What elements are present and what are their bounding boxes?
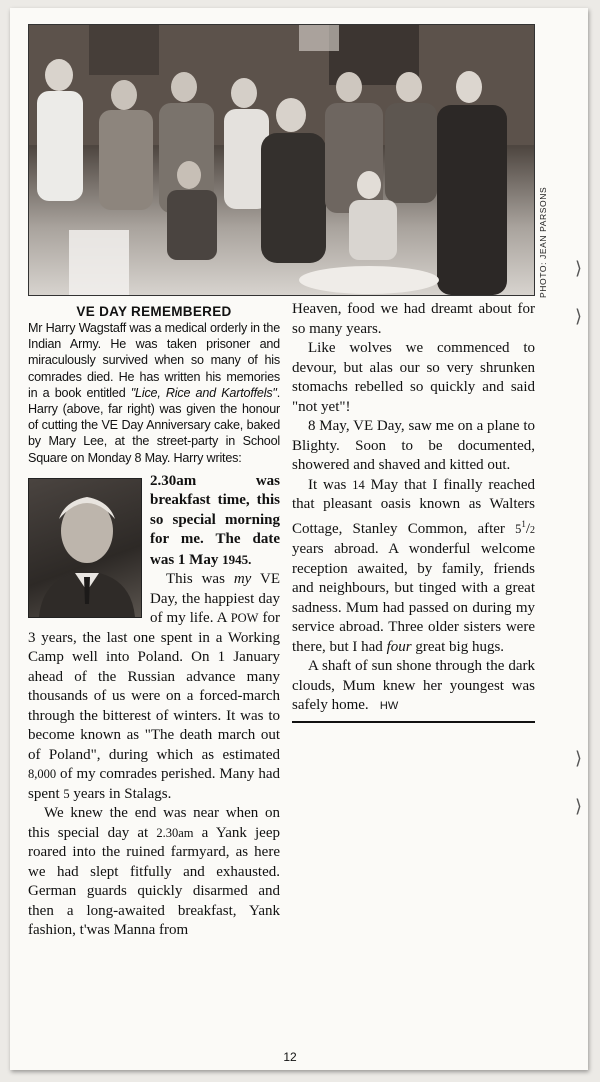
article-paragraph-2: We knew the end was near when on this special day at 2.30am a Yank jeep roared into the ruined farmyard, as here we had slept fitfully and exhausted. German guards quickly disarmed and then a long-awaited breakfast, Yank fashion, t'was Manna from [28, 805, 280, 939]
article-column-right [292, 300, 535, 723]
article-paragraph-7: A shaft of sun shone through the dark clouds, Mum knew her youngest was safely home. HW [292, 658, 535, 713]
book-title: "Lice, Rice and Kartoffels" [130, 385, 277, 400]
end-rule [292, 721, 535, 723]
author-signoff: HW [379, 700, 399, 712]
article-column-left [28, 304, 280, 941]
binding-hole-mark: ⟩ [575, 748, 583, 769]
article-body-continued [292, 300, 535, 717]
binding-hole-mark: ⟩ [575, 796, 583, 817]
article-headline: VE DAY REMEMBERED [76, 304, 232, 319]
article-lead: 2.30am was breakfast time, this so special morning for me. The date was 1 May 1945. [150, 472, 280, 568]
article-body [28, 472, 280, 941]
portrait-illustration [29, 479, 141, 617]
photo-credit: PHOTO: JEAN PARSONS [538, 186, 548, 298]
article-paragraph-4: Like wolves we commenced to devour, but alas our so very shrunken stomachs rebelled so quickly and said "not yet"! [292, 340, 535, 415]
harry-portrait-photo [28, 478, 142, 618]
article-paragraph-3: Heaven, food we had dreamt about for so many years. [292, 301, 535, 337]
crowd-illustration [29, 25, 534, 295]
street-party-photo [28, 24, 535, 296]
binding-hole-mark: ⟩ [575, 258, 583, 279]
binding-hole-mark: ⟩ [575, 306, 583, 327]
page-number: 12 [283, 1050, 297, 1064]
article-paragraph-1: This was my VE Day, the happiest day of my life. A POW for 3 years, the last one spent in a Working Camp well into Poland. On 1 January ahead of the Russian advance many thousands of us were on a forced-march through the bitterest of winters. It was to become known as "The death march out of Poland", during which as estimated 8,000 of my comrades perished. Many had spent 5 years in Stalags. [28, 571, 281, 802]
article-paragraph-5: 8 May, VE Day, saw me on a plane to Blighty. Soon to be documented, showered and shaved and kitted out. [292, 418, 535, 473]
article-intro: Mr Harry Wagstaff was a medical orderly in the Indian Army. He was taken prisoner and miraculously survived when so many of his comrades died. He has written his memories in a book entitled "Lice, Rice and Kartoffels". Harry (above, far right) was given the honour of cutting the VE Day Anniversary cake, baked by Mary Lee, at the street-party in School Square on Monday 8 May. Harry writes: [28, 321, 281, 465]
article-paragraph-6: It was 14 May that I finally reached that pleasant oasis known as Walters Cottage, Stanley Common, after $5^1/2$ years abroad. A wonderful welcome reception awaited, by family, friends and neighbours, but tinged with a great sadness. Mum had passed on during my service abroad. Three older sisters were there, but I had four great big hugs. [292, 476, 535, 655]
